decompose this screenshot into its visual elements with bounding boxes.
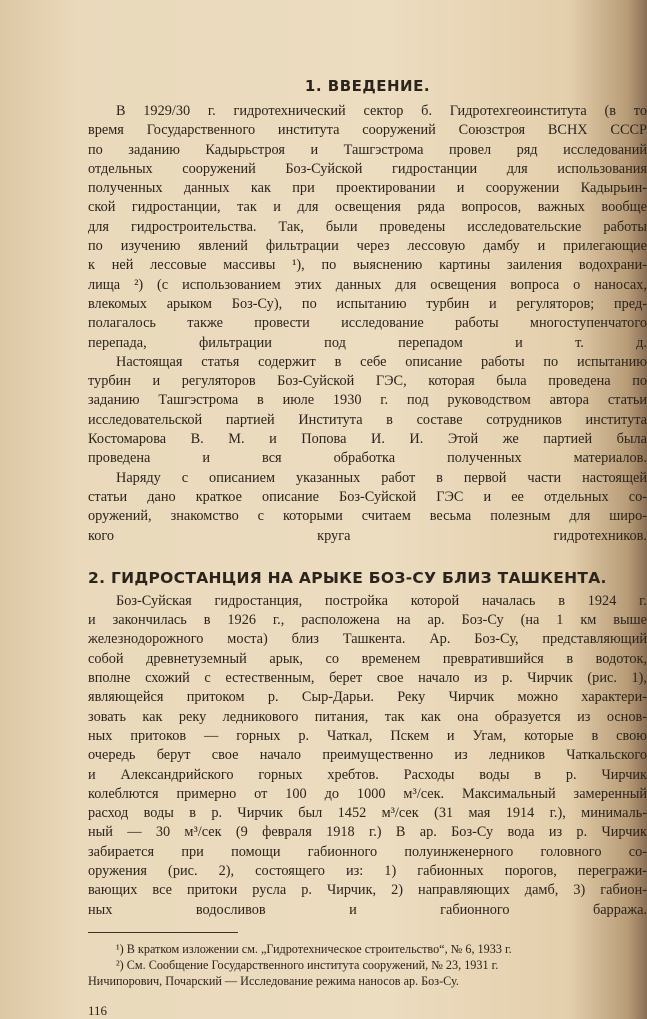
text-line: Боз-Суйская гидростанция, постройка которой началась в 1924 г. (116, 592, 647, 609)
text-line: зовать как реку ледникового питания, так как она образуется из основ- (88, 708, 647, 725)
text-line: забирается при помощи габионного полуинженерного головного со- (88, 843, 647, 860)
footnote-divider (88, 932, 238, 933)
text-line: по изучению явлений фильтрации через лессовую дамбу и прилегающие (88, 238, 647, 255)
intro-paragraph-3 (88, 469, 647, 546)
text-line: кого круга гидротехников. (88, 527, 647, 544)
text-line: перепада, фильтрации под перепадом и т. д. (88, 334, 647, 351)
text-line: ской гидростанции, так и для освещения ряда вопросов, важных вообще (88, 199, 647, 216)
section-heading-introduction: 1. ВВЕДЕНИЕ. (304, 77, 431, 95)
text-line: колеблются примерно от 100 до 1000 м³/сек. Максимальный замеренный (88, 785, 647, 802)
text-line: являющейся притоком р. Сыр-Дарьи. Реку Чирчик можно характери- (88, 689, 647, 706)
text-line: заданию Ташгэстрома в июле 1930 г. под руководством автора статьи (88, 392, 647, 409)
text-line: исследовательской партией Института в составе сотрудников института (88, 411, 647, 428)
text-line: очередь берут свое начало преимущественно из ледников Чаткальского (88, 747, 647, 764)
text-line: вающих все притоки русла р. Чирчик, 2) направляющих дамб, 3) габион- (88, 882, 647, 899)
section-heading-hydrostation: 2. ГИДРОСТАНЦИЯ НА АРЫКЕ БОЗ-СУ БЛИЗ ТАШКЕНТА. (88, 568, 607, 587)
text-line: Настоящая статья содержит в себе описание работы по испытанию (116, 353, 647, 370)
text-line: статьи дано краткое описание Боз-Суйской ГЭС и ее отдельных со- (88, 488, 647, 505)
text-line: полученных данных как при проектировании и сооружении Кадырьин- (88, 180, 647, 197)
text-line: В 1929/30 г. гидротехнический сектор б. Гидротехгеоинститута (в то (116, 103, 647, 119)
text-line: по заданию Кадырьстроя и Ташгэстрома провел ряд исследований (88, 141, 647, 158)
text-line: и Александрийского горных хребтов. Расходы воды в р. Чирчик (88, 766, 647, 783)
text-line: ный — 30 м³/сек (9 февраля 1918 г.) В ар. Боз-Су вода из р. Чирчик (88, 824, 647, 841)
intro-paragraph-1 (88, 102, 647, 353)
section2-paragraph (88, 592, 647, 920)
footnotes (88, 941, 647, 989)
text-line: влекомых арыком Боз-Су), по испытанию турбин и регуляторов; пред- (88, 295, 647, 312)
footnote-2: ²) См. Сообщение Государственного института сооружений, № 23, 1931 г. (116, 957, 499, 972)
text-line: проведена и вся обработка полученных материалов. (88, 450, 647, 467)
text-line: турбин и регуляторов Боз-Суйской ГЭС, которая была проведена по (88, 373, 647, 390)
text-line: Наряду с описанием указанных работ в первой части настоящей (116, 469, 647, 486)
text-line: время Государственного института сооружений Союзстроя ВСНХ СССР (88, 122, 647, 139)
text-line: и закончилась в 1926 г., расположена на ар. Боз-Су (на 1 км выше (88, 612, 647, 629)
footnote-2-continuation: Ничипорович, Почарский — Исследование режима наносов ар. Боз-Су. (88, 973, 459, 988)
text-line: вполне схожий с естественным, берет свое начало из р. Чирчик (рис. 1), (88, 670, 647, 687)
text-line: ных водосливов и габионного барража. (88, 901, 647, 918)
text-line: к ней лессовые массивы ¹), по выяснению картины заиления водохрани- (88, 257, 647, 274)
text-line: полагалось также провести исследование работы многоступенчатого (88, 315, 647, 332)
text-line: железнодорожного моста) близ Ташкента. Ар. Боз-Су, представляющий (88, 631, 647, 648)
intro-paragraph-2 (88, 353, 647, 469)
text-line: ных притоков — горных р. Чаткал, Пскем и Угам, которые в свою (88, 727, 647, 744)
text-line: оружений, знакомство с которыми считаем весьма полезным для широ- (88, 508, 647, 525)
text-line: расход воды в р. Чирчик был 1452 м³/сек (31 мая 1914 г.), минималь- (88, 805, 647, 822)
document-page (88, 70, 647, 1018)
page-number: 116 (88, 1002, 108, 1018)
text-line: для гидростроительства. Так, были проведены исследовательские работы (88, 218, 647, 235)
text-line: собой древнетуземный арык, со временем превратившийся в водоток, (88, 650, 647, 667)
text-line: лища ²) (с использованием этих данных для освещения вопроса о наносах, (88, 276, 647, 293)
text-line: оружения (рис. 2), состоящего из: 1) габионных порогов, перегражи- (88, 862, 647, 879)
text-line: Костомарова В. М. и Попова И. И. Этой же партией была (88, 431, 647, 448)
text-line: отдельных сооружений Боз-Суйской гидростанции для использования (88, 160, 647, 177)
footnote-1: ¹) В кратком изложении см. „Гидротехническое строительство“, № 6, 1933 г. (116, 941, 512, 956)
